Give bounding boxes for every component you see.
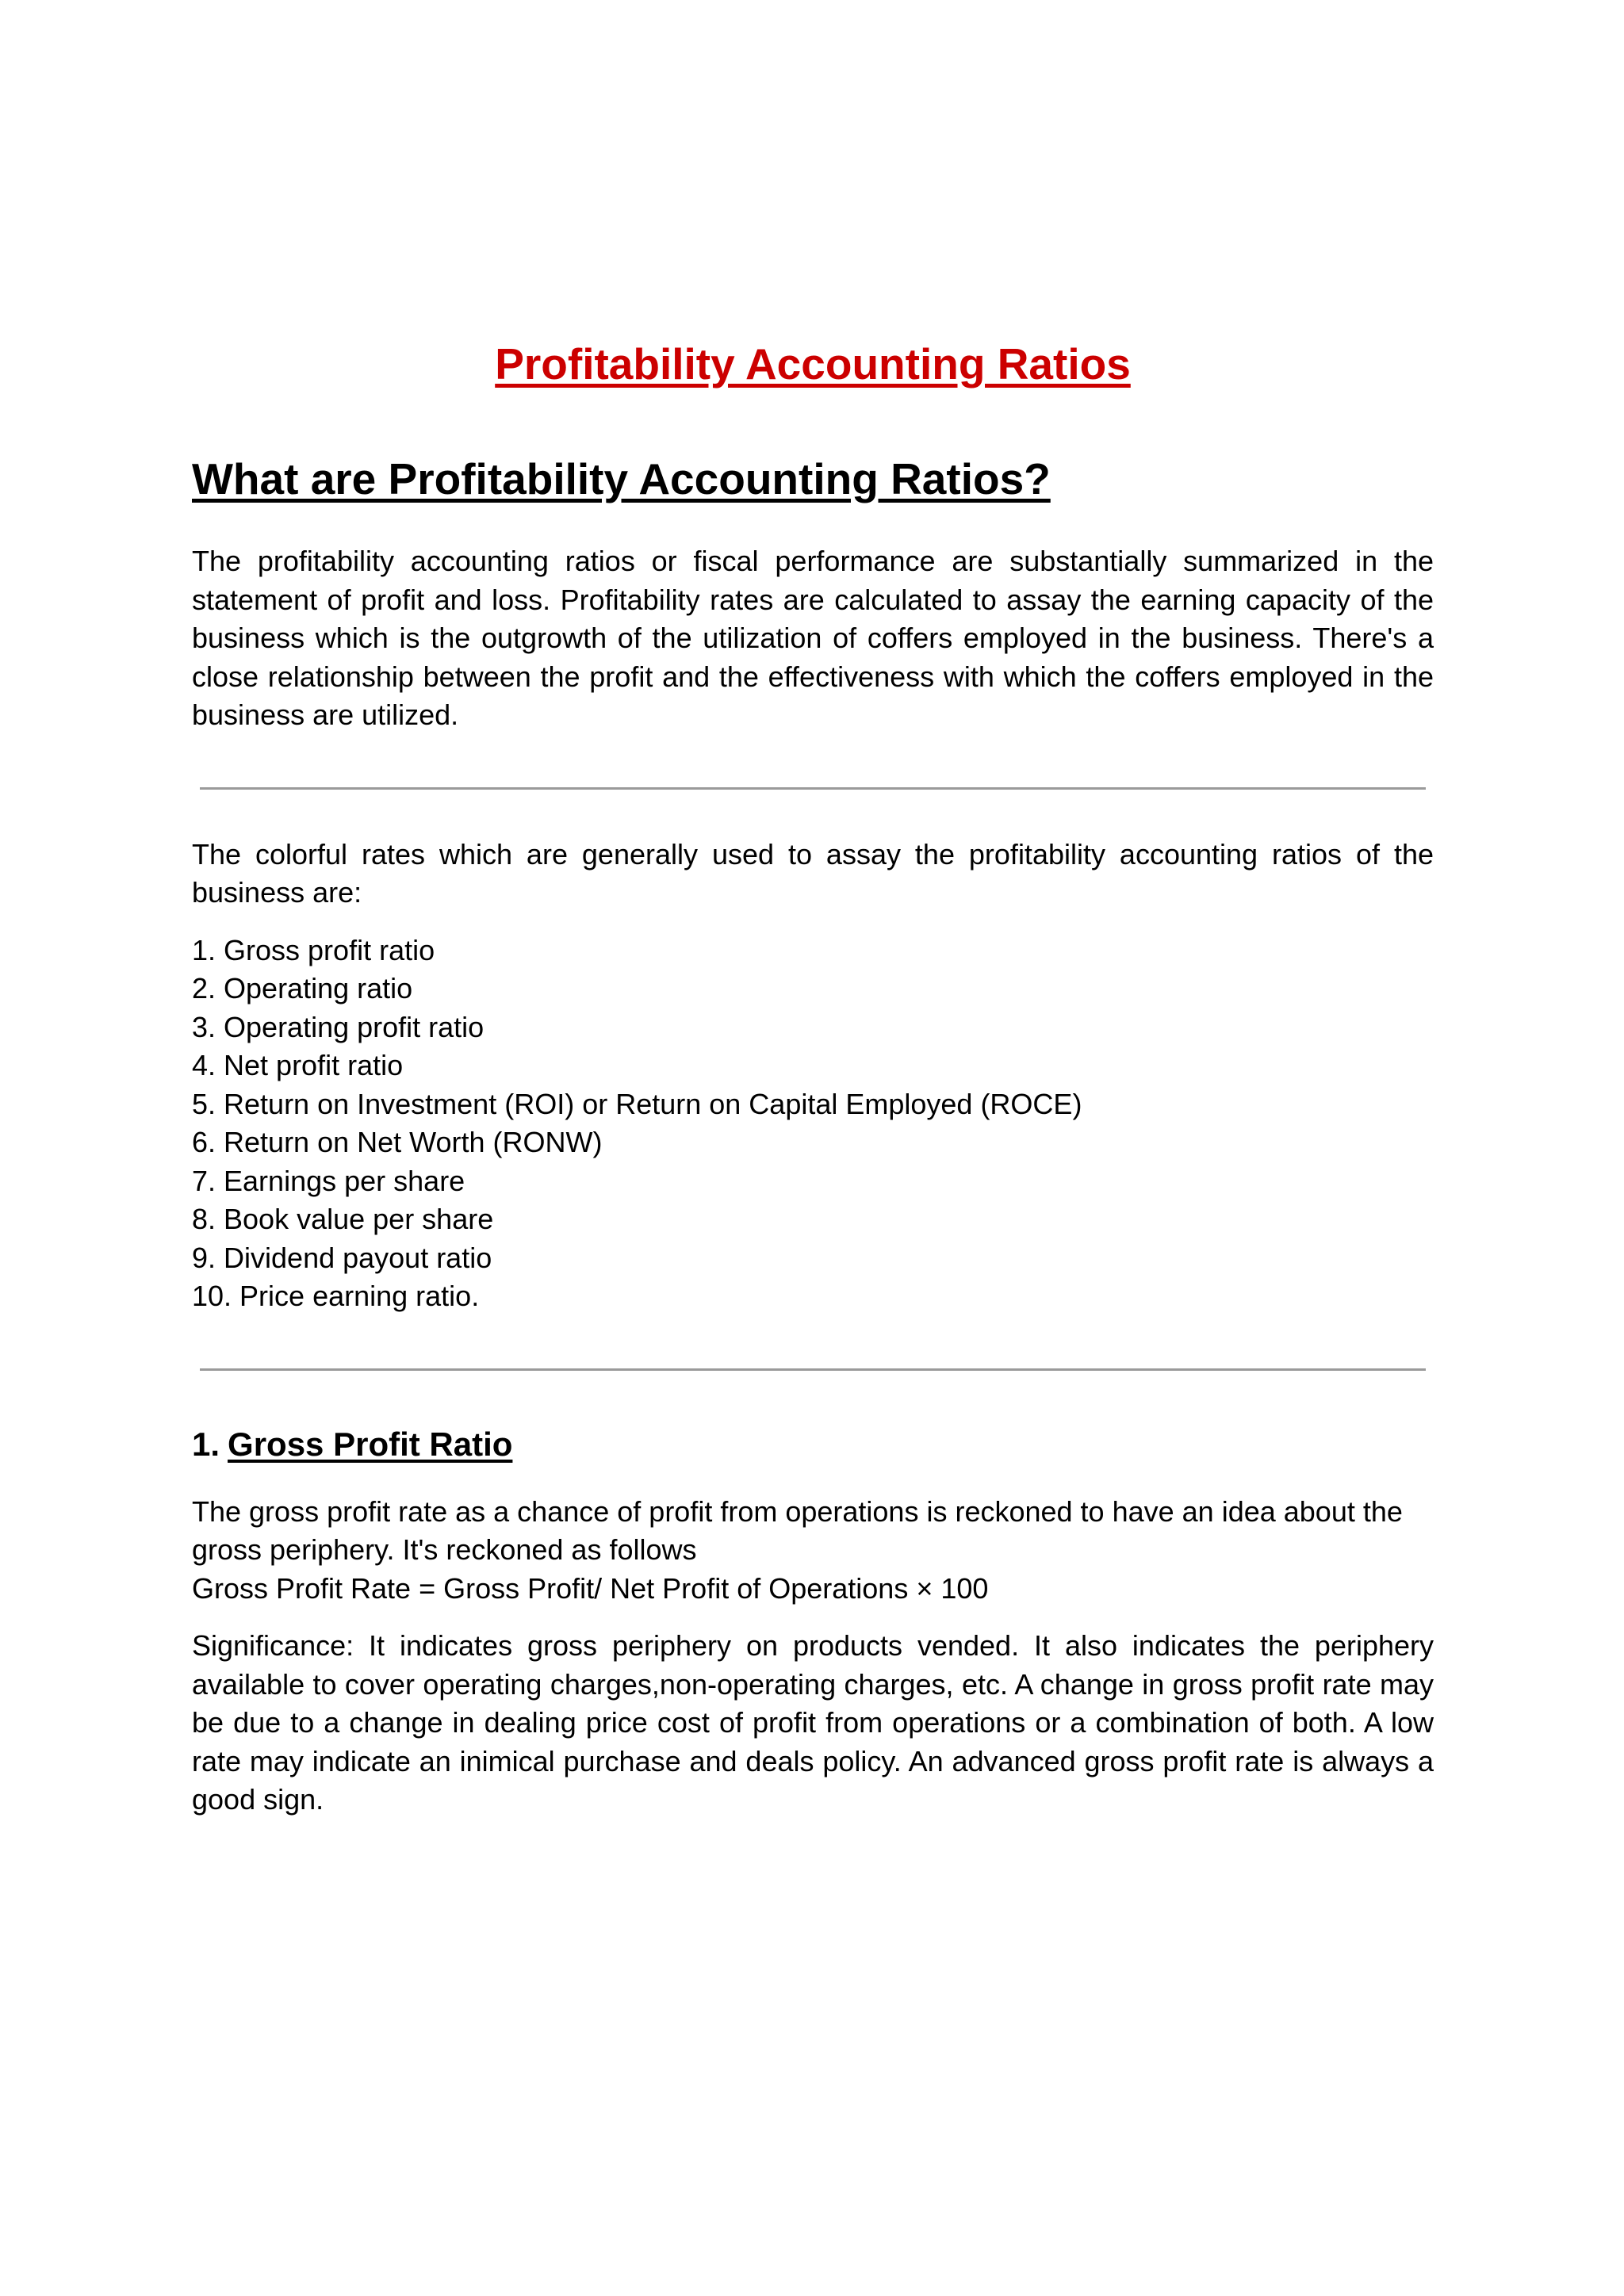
- list-item: 2. Operating ratio: [192, 972, 413, 1004]
- gross-profit-heading: [192, 1423, 1434, 1466]
- gross-profit-formula: Gross Profit Rate = Gross Profit/ Net Profit of Operations × 100: [192, 1571, 989, 1605]
- intro-paragraph: The profitability accounting ratios or fiscal performance are substantially summarized in the statement of profit and loss. Profitability rates are calculated to assay the earning capacity of the business which is the outgrowth of the utilization of coffers employed in the business. There's a close relationship between the profit and the effectiveness with which the coffers employed in the business are utilized.: [192, 545, 1434, 731]
- list-item: 8. Book value per share: [192, 1203, 494, 1235]
- section-heading: What are Profitability Accounting Ratios?: [192, 454, 1051, 503]
- divider: [200, 787, 1426, 790]
- list-item: 9. Dividend payout ratio: [192, 1241, 492, 1274]
- gross-profit-paragraph: [192, 1493, 1434, 1609]
- gross-profit-description: The gross profit rate as a chance of profit from operations is reckoned to have an idea about the gross periphery. It's reckoned as follows: [192, 1494, 1403, 1566]
- list-item: 4. Net profit ratio: [192, 1049, 404, 1081]
- gross-profit-ratio-link[interactable]: Gross Profit Ratio: [228, 1425, 513, 1463]
- page-title: Profitability Accounting Ratios: [495, 339, 1131, 388]
- heading-number: 1.: [192, 1425, 220, 1463]
- list-item: 5. Return on Investment (ROI) or Return on Capital Employed (ROCE): [192, 1087, 1082, 1120]
- document-content: [192, 333, 1434, 1820]
- divider: [200, 1368, 1426, 1371]
- significance-paragraph: Significance: It indicates gross periphery on products vended. It also indicates the periphery available to cover operating charges,non-operating charges, etc. A change in gross profit rate may be due to a change in dealing price cost of profit from operations or a combination of both. A low rate may indicate an inimical purchase and deals policy. An advanced gross profit rate is always a good sign.: [192, 1629, 1434, 1816]
- list-item: 7. Earnings per share: [192, 1164, 465, 1197]
- list-item: 3. Operating profit ratio: [192, 1010, 485, 1043]
- list-item: 6. Return on Net Worth (RONW): [192, 1126, 603, 1158]
- ratios-intro-paragraph: The colorful rates which are generally used to assay the profitability accounting ratios of the business are:: [192, 837, 1434, 909]
- list-item: 10. Price earning ratio.: [192, 1280, 480, 1312]
- ratio-list: [192, 932, 1434, 1316]
- list-item: 1. Gross profit ratio: [192, 933, 435, 966]
